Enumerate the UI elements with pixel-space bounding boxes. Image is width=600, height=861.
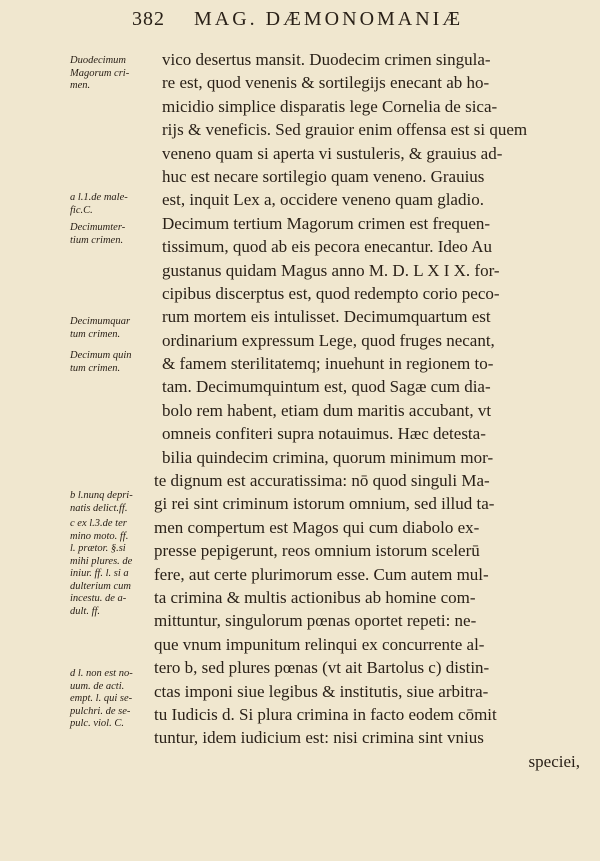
text-line: te dignum est accuratissima: nō quod singuli Ma- bbox=[154, 471, 490, 491]
text-line: men compertum est Magos qui cum diabolo ex- bbox=[154, 517, 480, 537]
text-line: bolo rem habent, etiam dum maritis accubant, vt bbox=[162, 400, 492, 420]
text-line: mittuntur, singulorum pœnas oportet repeti: ne- bbox=[154, 611, 477, 631]
catchword: speciei, bbox=[528, 751, 580, 771]
text-line: ta crimina & multis actionibus ab homine com- bbox=[154, 587, 476, 607]
text-line: fere, aut certe plurimorum esse. Cum autem mul- bbox=[154, 564, 489, 584]
margin-note: d l. non est no- uum. de acti. empt. l. qui se- pulchri. de se- pulc. viol. C. bbox=[70, 668, 133, 729]
margin-notes bbox=[0, 0, 158, 861]
margin-note: Decimumter- tium crimen. bbox=[70, 222, 126, 246]
text-line: micidio simplice disparatis lege Cornelia de sica- bbox=[162, 96, 498, 116]
text-line: Decimum tertium Magorum crimen est frequen- bbox=[162, 213, 491, 233]
margin-note: b l.nunq depri- natis delict.ff. bbox=[70, 490, 133, 514]
text-line: omneis confiteri supra notauimus. Hæc detesta- bbox=[162, 424, 486, 444]
text-line: est, inquit Lex a, occidere veneno quam gladio. bbox=[162, 190, 484, 210]
text-line: rijs & veneficis. Sed grauior enim offensa est si quem bbox=[162, 120, 528, 140]
margin-note: a l.1.de male- fic.C. bbox=[70, 192, 128, 216]
text-line: huc est necare sortilegio quam veneno. Grauius bbox=[162, 166, 485, 186]
text-line: rum mortem eis intulisset. Decimumquartum est bbox=[162, 307, 491, 327]
text-line: veneno quam si aperta vi sustuleris, & grauius ad- bbox=[162, 143, 503, 163]
text-line: tam. Decimumquintum est, quod Sagæ cum dia- bbox=[162, 377, 491, 397]
text-line: tu Iudicis d. Si plura crimina in facto eodem cōmit bbox=[154, 704, 497, 724]
text-line: ctas imponi siue legibus & institutis, siue arbitra- bbox=[154, 681, 489, 701]
text-line: re est, quod venenis & sortilegijs enecant ab ho- bbox=[162, 73, 490, 93]
text-line: que vnum impunitum relinqui ex concurrente al- bbox=[154, 634, 485, 654]
text-line: cipibus discerptus est, quod redempto corio peco- bbox=[162, 283, 500, 303]
text-line: tero b, sed plures pœnas (vt ait Bartolus c) distin- bbox=[154, 658, 490, 678]
text-line: gi rei sint criminum istorum omnium, sed illud ta- bbox=[154, 494, 495, 514]
text-line: bilia quindecim crimina, quorum minimum mor- bbox=[162, 447, 494, 467]
running-head: MAG. DÆMONOMANIÆ bbox=[194, 8, 464, 30]
page-number: 382 bbox=[132, 8, 165, 30]
text-line: gustanus quidam Magus anno M. D. L X I X. for- bbox=[162, 260, 500, 280]
text-line: vico desertus mansit. Duodecim crimen singula- bbox=[162, 50, 491, 69]
margin-note: Duodecimum Magorum cri- men. bbox=[70, 55, 130, 91]
text-line: tuntur, idem iudicium est: nisi crimina sint vnius bbox=[154, 728, 484, 748]
text-line: tissimum, quod ab eis pecora enecantur. Ideo Au bbox=[162, 237, 492, 257]
text-line: & famem sterilitatemq; inuehunt in regionem to- bbox=[162, 354, 494, 374]
margin-note: Decimumquar tum crimen. bbox=[70, 316, 131, 340]
text-line: presse pepigerunt, reos omnium istorum scelerū bbox=[154, 541, 480, 561]
margin-note: c ex l.3.de ter mino moto. ff. l. prætor. §.si mihi plures. de iniur. ff. l. si a dulterium cum incestu. de a- dult. ff. bbox=[70, 518, 133, 617]
body-text bbox=[154, 48, 580, 773]
text-line: ordinarium expressum Lege, quod fruges necant, bbox=[162, 330, 495, 350]
margin-note: Decimum quin tum crimen. bbox=[70, 350, 132, 374]
page-header bbox=[132, 6, 592, 40]
